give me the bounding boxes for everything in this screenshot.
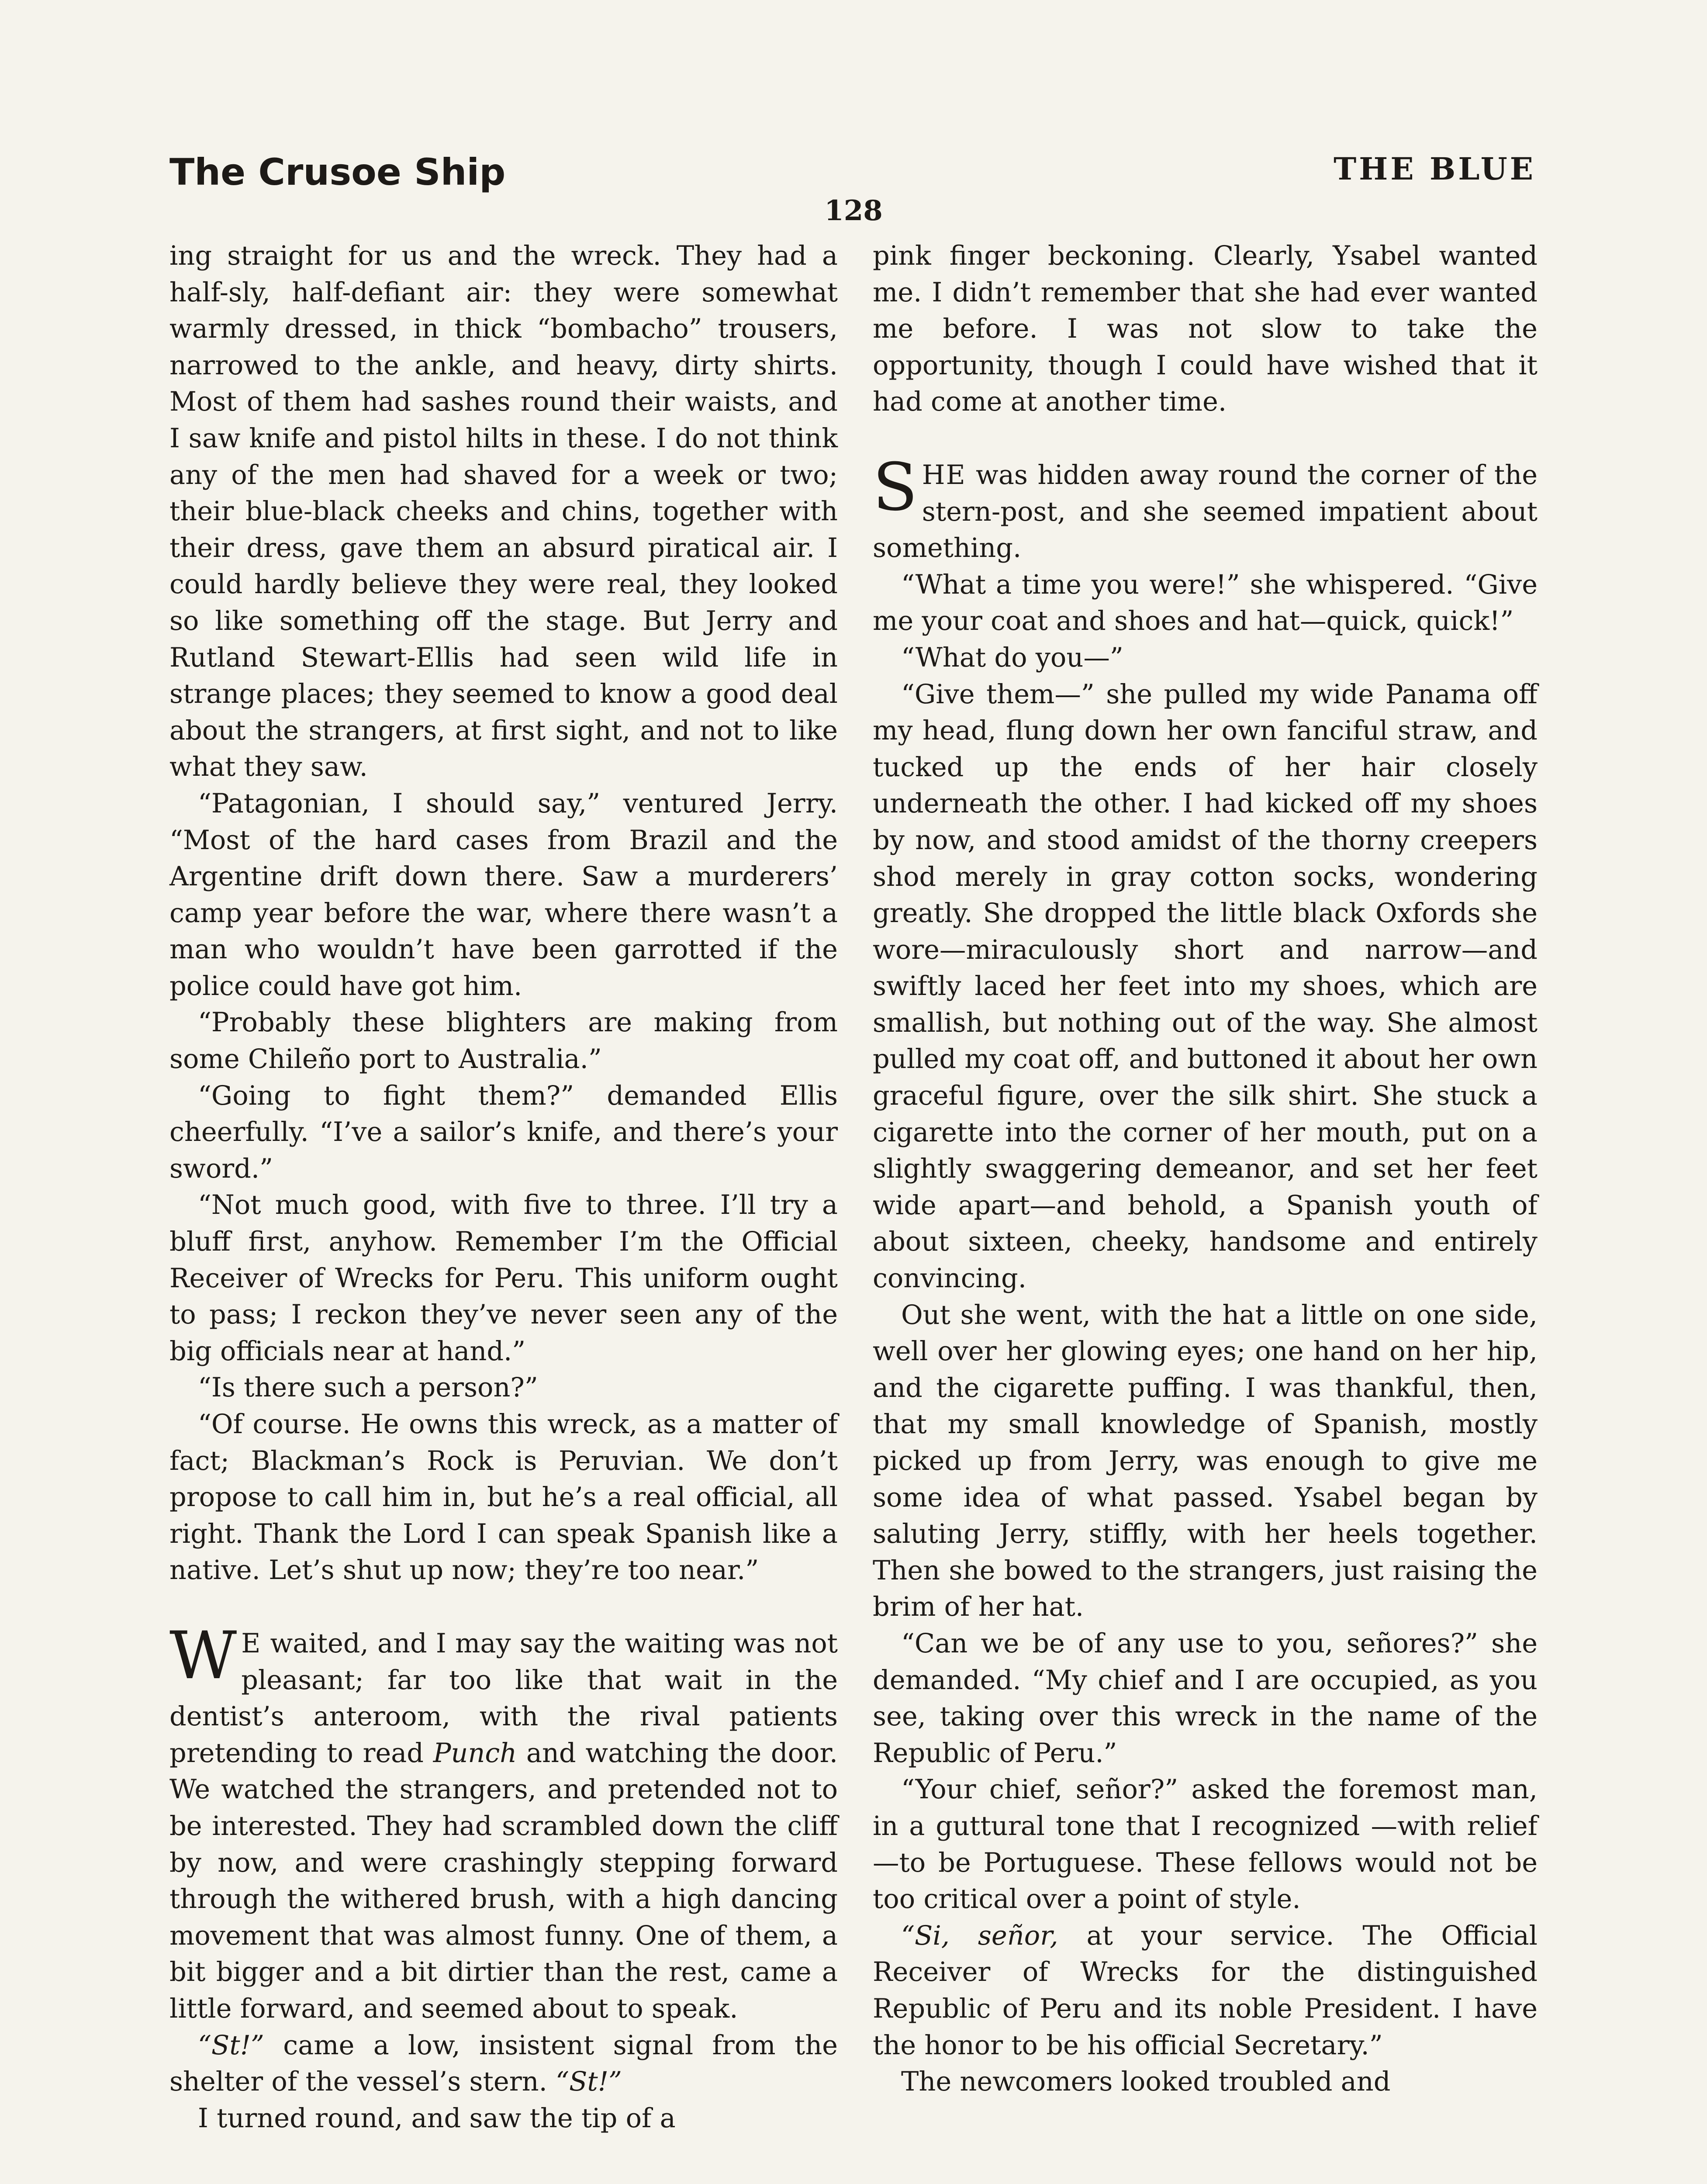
paragraph: “What do you—”	[901, 642, 1123, 673]
paragraph: Out she went, with the hat a little on one side, well over her glowing eyes; one hand on her hip, and the cigarette puffing. I was thankful, then, that my small knowledge of Spanish, mostly picked up from Jerry, was enough to give me some idea of what passed. Ysabel began by saluting Jerry, stiffly, with her heels together. Then she bowed to the strangers, just raising the brim of her hat.	[873, 1299, 1538, 1623]
right-column	[873, 238, 1538, 2101]
italic-text: “St!”	[556, 2067, 622, 2098]
paragraph: pink finger beckoning. Clearly, Ysabel wanted me. I didn’t remember that she had ever wanted me before. I was not slow to take the opportunity, though I could have wished that it had come at another time.	[873, 241, 1538, 418]
small-caps-lead: E	[241, 1628, 262, 1659]
paragraph: ing straight for us and the wreck. They had a half-sly, half-defiant air: they were somewhat warmly dressed, in thick “bombacho” trousers, narrowed to the ankle, and heavy, dirty shirts. Most of them had sashes round their waists, and I saw knife and pistol hilts in these. I do not think any of the men had shaved for a week or two; their blue-black cheeks and chins, together with their dress, gave them an absurd piratical air. I could hardly believe they were real, they looked so like something off the stage. But Jerry and Rutland Stewart-Ellis had seen wild life in strange places; they seemed to know a good deal about the strangers, at first sight, and not to like what they saw.	[169, 241, 838, 783]
paragraph	[169, 2028, 838, 2101]
paragraph: “Is there such a person?”	[198, 1372, 538, 1403]
paragraph: “What a time you were!” she whispered. “Give me your coat and shoes and hat—quick, quick!”	[873, 569, 1538, 637]
paragraph-text: and watching the door. We watched the strangers, and pretended not to be interested. They had scrambled down the cliff by now, and were crashingly stepping forward through the withered brush, with a high dancing movement that was almost funny. One of them, a bit bigger and a bit dirtier than the rest, came a little forward, and seemed about to speak.	[169, 1738, 838, 2024]
paragraph-text: was hidden away round the corner of the stern-post, and she seemed impatient about something.	[873, 460, 1538, 564]
section-paragraph	[169, 1617, 838, 2028]
paragraph: “Give them—” she pulled my wide Panama off my head, flung down her own fanciful straw, and tucked up the ends of her hair closely underneath the other. I had kicked off my shoes by now, and stood amidst of the thorny creepers shod merely in gray cotton socks, wondering greatly. She dropped the little black Oxfords she wore—miraculously short and narrow—and swiftly laced her feet into my shoes, which are smallish, but nothing out of the way. She almost pulled my coat off, and buttoned it about her own graceful figure, over the silk shirt. She stuck a cigarette into the corner of her mouth, put on a slightly swaggering demeanor, and set her feet wide apart—and behold, a Spanish youth of about sixteen, cheeky, handsome and entirely convincing.	[873, 679, 1538, 1294]
paragraph	[873, 1918, 1538, 2064]
italic-text: “St!”	[198, 2030, 264, 2061]
magazine-name: THE BLUE	[1334, 151, 1536, 187]
drop-cap: S	[873, 449, 918, 525]
story-title: The Crusoe Ship	[169, 151, 506, 194]
italic-text: Punch	[433, 1738, 517, 1769]
paragraph: “Probably these blighters are making from some Chileño port to Australia.”	[169, 1007, 838, 1075]
small-caps-lead: HE	[922, 460, 966, 491]
page-number: 128	[824, 194, 883, 227]
paragraph: I turned round, and saw the tip of a	[198, 2103, 676, 2134]
paragraph: “Of course. He owns this wreck, as a matter of fact; Blackman’s Rock is Peruvian. We don’t propose to call him in, but he’s a real official, all right. Thank the Lord I can speak Spanish like a native. Let’s shut up now; they’re too near.”	[169, 1409, 838, 1586]
paragraph: “Going to fight them?” demanded Ellis cheerfully. “I’ve a sailor’s knife, and there’s your sword.”	[169, 1080, 838, 1184]
italic-text: “Si, señor,	[901, 1920, 1058, 1951]
paragraph-text: waited, and I may say the waiting was not pleasant; far too like that wait in the dentist’s anteroom, with the rival patients pretending to read	[169, 1628, 838, 1769]
paragraph: “Patagonian, I should say,” ventured Jerry. “Most of the hard cases from Brazil and the Argentine drift down there. Saw a murderers’ camp year before the war, where there wasn’t a man who wouldn’t have been garrotted if the police could have got him.	[169, 788, 838, 1002]
paragraph-text: came a low, insistent signal from the shelter of the vessel’s stern.	[169, 2030, 838, 2098]
paragraph: “Your chief, señor?” asked the foremost man, in a guttural tone that I recognized —with relief—to be Portuguese. These fellows would not be too critical over a point of style.	[873, 1774, 1538, 1915]
paragraph: “Can we be of any use to you, señores?” she demanded. “My chief and I are occupied, as you see, taking over this wreck in the name of the Republic of Peru.”	[873, 1628, 1538, 1769]
drop-cap: W	[169, 1617, 237, 1694]
paragraph: The newcomers looked troubled and	[901, 2067, 1391, 2098]
left-column	[169, 238, 838, 2137]
paragraph: “Not much good, with five to three. I’ll try a bluff first, anyhow. Remember I’m the Official Receiver of Wrecks for Peru. This uniform ought to pass; I reckon they’ve never seen any of the big officials near at hand.”	[169, 1190, 838, 1367]
section-paragraph	[873, 449, 1538, 567]
paragraph-text: at your service. The Official Receiver of Wrecks for the distinguished Republic of Peru and its noble President. I have the honor to be his official Secretary.”	[873, 1920, 1538, 2061]
